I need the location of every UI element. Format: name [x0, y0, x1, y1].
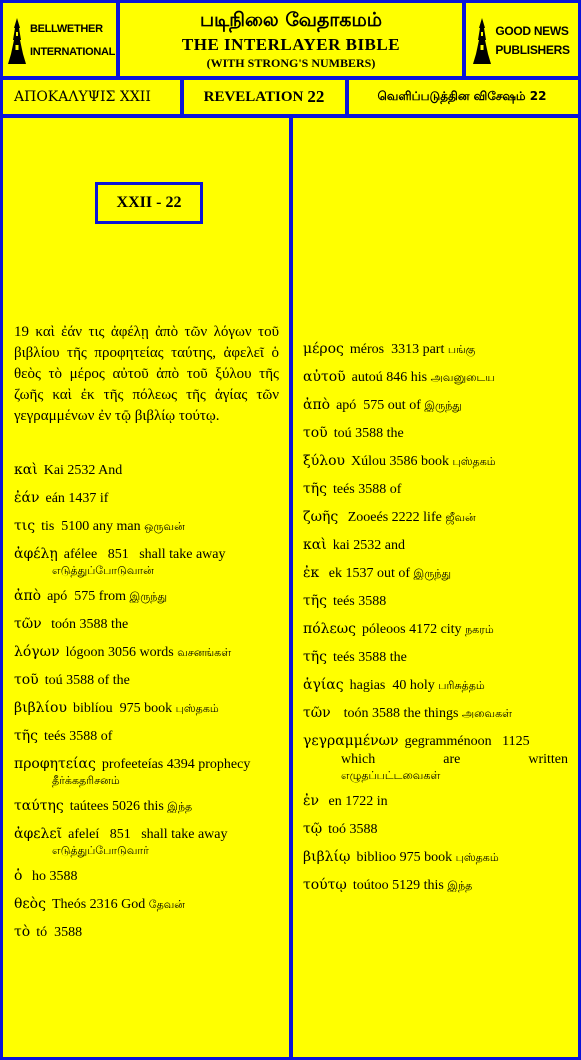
transliteration-strongs-meaning: toón 3588 the things: [336, 706, 459, 721]
word-entry: [303, 704, 568, 723]
word-entry: [303, 648, 568, 667]
transliteration-strongs-meaning: tó 3588: [36, 925, 83, 940]
transliteration-strongs-meaning: biblíou 975 book: [72, 701, 173, 716]
greek-word: τοῦ: [303, 425, 328, 441]
word-entry: [14, 671, 279, 690]
greek-word: τοῦ: [14, 672, 39, 688]
word-entry: [303, 676, 568, 695]
word-entry: [303, 848, 568, 867]
word-entry: [303, 480, 568, 499]
word-entry: [14, 895, 279, 914]
greek-book-title: ΑΠΟΚΑΛΥΨΙΣ XXII: [14, 89, 151, 105]
word-entry: [14, 797, 279, 816]
meaning-word: are: [443, 752, 461, 767]
word-entry: [303, 508, 568, 527]
tamil-meaning: வசனங்கள்: [177, 646, 232, 659]
transliteration-strongs-meaning: hagias 40 holy: [349, 678, 435, 693]
transliteration-strongs-meaning: póleoos 4172 city: [362, 622, 462, 637]
transliteration-strongs-meaning: Zooeés 2222 life: [344, 510, 442, 525]
greek-word: ὁ: [14, 868, 23, 884]
left-word-list: [14, 461, 279, 951]
tower-icon: [472, 18, 492, 64]
tamil-meaning: இருந்து: [424, 399, 462, 412]
word-entry: [14, 643, 279, 662]
left-logo-line1: BELLWETHER: [29, 23, 103, 35]
greek-word: ἀφέλῃ: [14, 546, 58, 562]
greek-word: ξύλου: [303, 453, 346, 469]
good-news-logo: [466, 6, 576, 76]
revelation-label: REVELATION: [203, 88, 304, 105]
tamil-meaning: நகரம்: [465, 623, 494, 636]
transliteration-strongs-meaning: kai 2532 and: [332, 538, 406, 553]
greek-word: μέρος: [303, 341, 344, 357]
word-entry: [303, 792, 568, 811]
greek-word: γεγραμμένων: [303, 733, 399, 749]
greek-word: ἀφελεῖ: [14, 826, 63, 842]
greek-word: ἀπὸ: [303, 397, 331, 413]
greek-word: τῶν: [303, 705, 331, 721]
right-logo-line1: GOOD NEWS: [495, 24, 569, 38]
transliteration-strongs-meaning: apó 575 out of: [336, 398, 421, 413]
transliteration-strongs-meaning: biblioo 975 book: [356, 850, 453, 865]
tamil-meaning: புஸ்தகம்: [452, 455, 496, 468]
transliteration-strongs-meaning: toú 3588 of the: [44, 673, 130, 688]
greek-word: ἀπὸ: [14, 588, 42, 604]
word-entry: [14, 587, 279, 606]
chapter-number: 22: [307, 87, 325, 106]
word-entry: [14, 545, 279, 578]
tamil-meaning: இருந்து: [129, 590, 168, 603]
header-divider: [0, 76, 581, 80]
transliteration-strongs-meaning: ho 3588: [28, 869, 78, 884]
transliteration-strongs-meaning: profeeteías 4394 prophecy: [101, 757, 251, 772]
word-entry: [14, 727, 279, 746]
tamil-meaning: எடுத்துப்போடுவான்: [52, 564, 154, 577]
greek-word: τὸ: [14, 924, 31, 940]
word-entry: [303, 592, 568, 611]
greek-word: τούτῳ: [303, 877, 347, 893]
word-entry: [14, 615, 279, 634]
verse-label: XXII - 22: [116, 194, 182, 211]
tamil-meaning: அவனுடைய: [430, 371, 495, 384]
tamil-meaning: ஜீவன்: [445, 511, 476, 524]
transliteration-strongs-meaning: autoú 846 his: [351, 370, 428, 385]
word-entry: [303, 396, 568, 415]
tamil-meaning: ஒருவன்: [144, 520, 185, 533]
tamil-meaning: பரிசுத்தம்: [438, 679, 485, 692]
greek-word: τις: [14, 518, 36, 534]
transliteration-strongs-meaning: eán 1437 if: [45, 491, 109, 506]
left-logo-line2: INTERNATIONAL: [29, 46, 116, 58]
word-entry: [303, 564, 568, 583]
transliteration-strongs-meaning: lógoon 3056 words: [65, 645, 174, 660]
word-entry: [303, 340, 568, 359]
transliteration-strongs-meaning: gegramménoon 1125: [404, 734, 530, 749]
tamil-meaning: எழுதப்பட்டவைகள்: [341, 769, 441, 782]
word-entry: [14, 755, 279, 788]
greek-word: ζωῆς: [303, 509, 339, 525]
verse-greek-text: 19 καὶ ἐάν τις ἀφέλῃ ἀπὸ τῶν λόγων τοῦ βιβλίου τῆς προφητείας ταύτης, ἀφελεῖ ὁ θεὸς τὸ μέρος αὐτοῦ ἀπὸ τοῦ ξύλου τῆς ζωῆς καὶ ἐκ τῆς πόλεως τῆς ἁγίας τῶν γεγραμμένων ἐν τῷ βιβλίῳ τούτῳ.: [14, 324, 279, 424]
transliteration-strongs-meaning: méros 3313 part: [349, 342, 445, 357]
tamil-meaning: தீர்க்கதரிசனம்: [52, 774, 120, 787]
tamil-meaning: அவைகள்: [461, 707, 513, 720]
word-entry: [303, 620, 568, 639]
transliteration-strongs-meaning: toútoo 5129 this: [352, 878, 444, 893]
transliteration-strongs-meaning: Theós 2316 God: [51, 897, 146, 912]
word-entry: [14, 517, 279, 536]
meaning-word: which: [341, 752, 376, 767]
transliteration-strongs-meaning: toú 3588 the: [333, 426, 404, 441]
title-tamil: படிநிலை வேதாகமம்: [199, 9, 383, 31]
meaning-continuation: [303, 751, 568, 769]
transliteration-strongs-meaning: afélee 851 shall take away: [63, 547, 226, 562]
verse-label-box: [95, 182, 203, 224]
title-subtitle: (WITH STRONG'S NUMBERS): [206, 56, 376, 70]
transliteration-strongs-meaning: teés 3588 the: [332, 650, 407, 665]
right-word-list: [303, 340, 568, 904]
greek-word: βιβλίῳ: [303, 849, 351, 865]
word-entry: [14, 489, 279, 508]
transliteration-strongs-meaning: Xúlou 3586 book: [351, 454, 450, 469]
transliteration-strongs-meaning: afeleí 851 shall take away: [68, 827, 228, 842]
title-main: THE INTERLAYER BIBLE: [181, 35, 401, 54]
tamil-book-title: வெளிப்படுத்தின விசேஷம் 22: [377, 89, 547, 103]
word-entry: [303, 452, 568, 471]
greek-word: λόγων: [14, 644, 60, 660]
tamil-meaning: இந்த: [447, 879, 473, 892]
transliteration-strongs-meaning: teés 3588: [332, 594, 387, 609]
transliteration-strongs-meaning: ek 1537 out of: [325, 566, 411, 581]
greek-word: τῆς: [303, 481, 327, 497]
revelation-title: [184, 81, 344, 113]
transliteration-strongs-meaning: apó 575 from: [47, 589, 127, 604]
tower-icon: [7, 18, 27, 64]
transliteration-strongs-meaning: tis 5100 any man: [41, 519, 141, 534]
greek-word: καὶ: [303, 537, 327, 553]
greek-word: ἐν: [303, 793, 320, 809]
column-divider: [289, 116, 293, 1060]
greek-word: βιβλίου: [14, 700, 67, 716]
greek-word: ταύτης: [14, 798, 64, 814]
right-logo-line2: PUBLISHERS: [495, 43, 570, 57]
tamil-meaning: புஸ்தகம்: [455, 851, 499, 864]
word-entry: [14, 923, 279, 942]
greek-word: αὐτοῦ: [303, 369, 346, 385]
greek-word: τῆς: [303, 593, 327, 609]
greek-word: προφητείας: [14, 756, 96, 772]
word-entry: [14, 867, 279, 886]
greek-word: τῆς: [303, 649, 327, 665]
word-entry: [303, 820, 568, 839]
word-entry: [303, 876, 568, 895]
tamil-meaning: பங்கு: [447, 343, 476, 356]
greek-word: ἐκ: [303, 565, 320, 581]
word-entry: [14, 699, 279, 718]
tamil-meaning: புஸ்தகம்: [175, 702, 219, 715]
tamil-meaning: தேவன்: [148, 898, 185, 911]
word-entry: [303, 368, 568, 387]
greek-word: τῷ: [303, 821, 323, 837]
tamil-meaning: எடுத்துப்போடுவார்: [52, 844, 149, 857]
greek-word: θεὸς: [14, 896, 46, 912]
transliteration-strongs-meaning: en 1722 in: [325, 794, 388, 809]
bellwether-logo: [6, 6, 116, 76]
greek-word: τῶν: [14, 616, 42, 632]
greek-word: πόλεως: [303, 621, 357, 637]
greek-word: ἁγίας: [303, 677, 344, 693]
transliteration-strongs-meaning: taútees 5026 this: [69, 799, 164, 814]
greek-word: ἐάν: [14, 490, 40, 506]
word-entry: [14, 825, 279, 858]
word-entry: [14, 461, 279, 480]
transliteration-strongs-meaning: Kai 2532 And: [43, 463, 123, 478]
transliteration-strongs-meaning: teés 3588 of: [332, 482, 402, 497]
transliteration-strongs-meaning: teés 3588 of: [43, 729, 113, 744]
word-entry: [303, 536, 568, 555]
transliteration-strongs-meaning: toó 3588: [328, 822, 378, 837]
word-entry: [303, 732, 568, 783]
transliteration-strongs-meaning: toón 3588 the: [47, 617, 129, 632]
greek-word: καὶ: [14, 462, 38, 478]
meaning-word: written: [528, 752, 568, 767]
tamil-meaning: இருந்து: [413, 567, 452, 580]
word-entry: [303, 424, 568, 443]
tamil-meaning: இந்த: [167, 800, 193, 813]
greek-word: τῆς: [14, 728, 38, 744]
title-block: [120, 6, 462, 76]
